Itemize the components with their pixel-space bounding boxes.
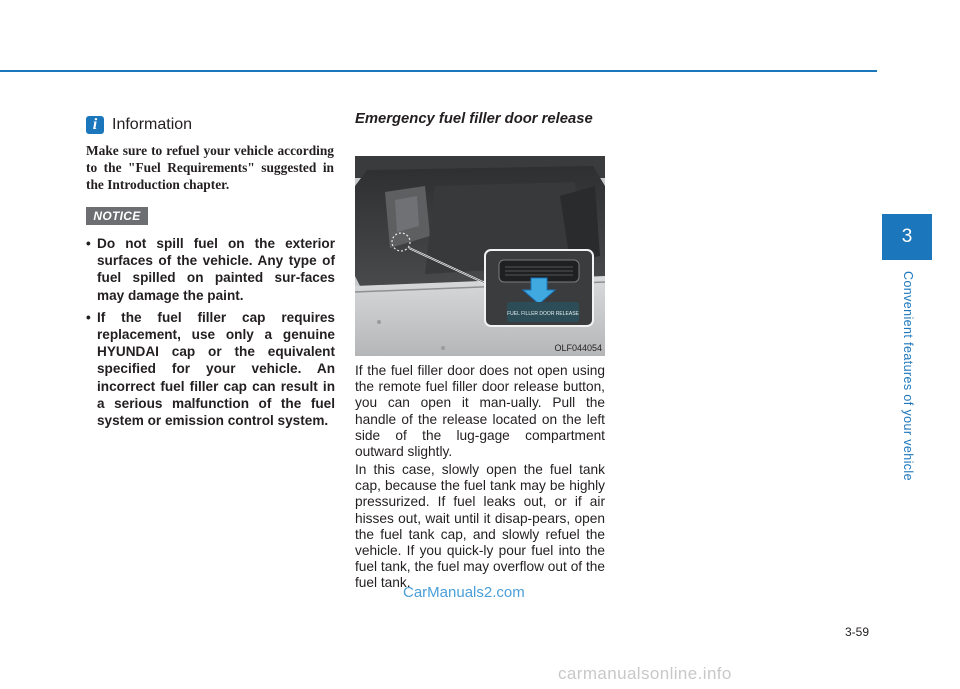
chapter-tab: 3: [882, 214, 932, 260]
notice-item: • Do not spill fuel on the exterior surfaces of the vehicle. Any type of fuel spilled on painted sur-faces may damage the paint.: [86, 235, 335, 304]
page-number: 3-59: [845, 625, 870, 639]
section-paragraph: If the fuel filler door does not open using the remote fuel filler door release button, you can open it man-ually. Pull the handle of the release located on the left side of the lug-gage compartment outward slightly.: [355, 363, 605, 460]
section-paragraph: In this case, slowly open the fuel tank cap, because the fuel tank may be highly pressurized. If fuel leaks out, or if air hisses out, wait until it disap-pears, open the fuel tank cap, and slowly refuel the vehicle. If you quick-ly pour fuel into the fuel tank, the fuel may overflow out of the fuel tank.: [355, 462, 605, 591]
notice-list: [86, 235, 335, 434]
chapter-title: Convenient features of your vehicle: [901, 271, 915, 481]
footer-watermark: carmanualsonline.info: [558, 664, 732, 683]
information-icon: i: [86, 116, 104, 134]
figure-code: OLF044054: [554, 343, 602, 353]
inset-label: FUEL FILLER DOOR RELEASE: [507, 311, 579, 317]
header-rule: [0, 70, 877, 72]
information-title: Information: [112, 116, 193, 133]
notice-item: • If the fuel filler cap requires replacement, use only a genuine HYUNDAI cap or the equivalent specified for your vehicle. An incorrect fuel filler cap can result in a serious malfunction of the fuel system or emission control system.: [86, 309, 335, 429]
section-title: Emergency fuel filler door release: [355, 111, 593, 127]
information-body: Make sure to refuel your vehicle according to the "Fuel Requirements" suggested in the Introduction chapter.: [86, 143, 334, 192]
notice-badge: NOTICE: [86, 207, 148, 225]
trunk-illustration: [355, 156, 605, 356]
trunk-figure: [355, 156, 605, 356]
information-heading: [86, 114, 192, 136]
site-watermark: CarManuals2.com: [403, 584, 525, 601]
